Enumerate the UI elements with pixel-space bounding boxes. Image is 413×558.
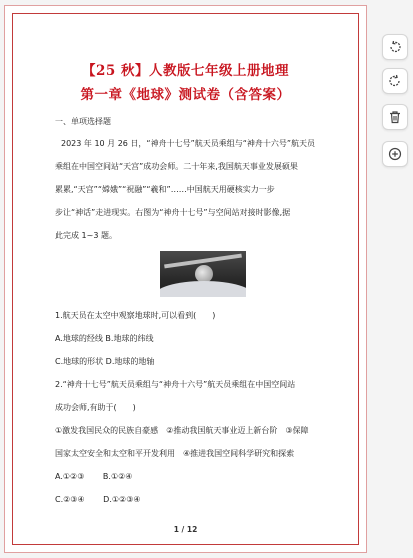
rotate-left-button[interactable] bbox=[382, 34, 408, 60]
delete-button[interactable] bbox=[382, 104, 408, 130]
document-page bbox=[4, 5, 367, 553]
rotate-left-icon bbox=[387, 39, 403, 55]
section-heading: 一、单项选择题 bbox=[55, 117, 111, 126]
add-button[interactable] bbox=[382, 141, 408, 167]
rotate-right-button[interactable] bbox=[382, 68, 408, 94]
question-2-options-cd: C.②③④ D.①②③④ bbox=[55, 495, 141, 504]
question-2-stem: 2.“神舟十七号”航天员乘组与“神舟十六号”航天员乘组在中国空间站 bbox=[55, 380, 296, 389]
question-1-stem: 1.航天员在太空中观察地球时,可以看到( ) bbox=[55, 311, 216, 320]
question-1-options-ab: A.地球的经线 B.地球的纬线 bbox=[55, 334, 154, 343]
add-icon bbox=[387, 146, 403, 162]
rotate-right-icon bbox=[387, 73, 403, 89]
question-1-options-cd: C.地球的形状 D.地球的地轴 bbox=[55, 357, 155, 366]
document-title: 【25 秋】人教版七年级上册地理 bbox=[82, 63, 289, 79]
question-2-statements: 国家太空安全和太空和平开发利用 ④推进我国空间科学研究和探索 bbox=[55, 449, 295, 458]
intro-line: 步让“神话”走进现实。右图为“神舟十七号”与空间站对接时影像,据 bbox=[55, 208, 291, 217]
delete-icon bbox=[387, 109, 403, 125]
intro-line: 2023 年 10 月 26 日，“神舟十七号”航天员乘组与“神舟十六号”航天员 bbox=[61, 139, 316, 148]
earth-horizon bbox=[160, 281, 246, 297]
intro-line: 乘组在中国空间站“天宫”成功会师。二十年来,我国航天事业发展硕果 bbox=[55, 162, 298, 171]
question-2-stem: 成功会师,有助于( ) bbox=[55, 403, 136, 412]
docking-photo bbox=[160, 251, 246, 297]
intro-line: 此完成 1~3 题。 bbox=[55, 231, 117, 240]
intro-line: 累累,“天宫”“嫦娥”“祝融”“羲和”……中国航天用硬核实力一步 bbox=[55, 185, 275, 194]
page-indicator: 1 / 12 bbox=[173, 525, 198, 534]
question-2-options-ab: A.①②③ B.①②④ bbox=[55, 472, 133, 481]
document-subtitle: 第一章《地球》测试卷（含答案） bbox=[80, 87, 291, 103]
question-2-statements: ①激发我国民众的民族自豪感 ②推动我国航天事业迈上新台阶 ③保障 bbox=[55, 426, 309, 435]
